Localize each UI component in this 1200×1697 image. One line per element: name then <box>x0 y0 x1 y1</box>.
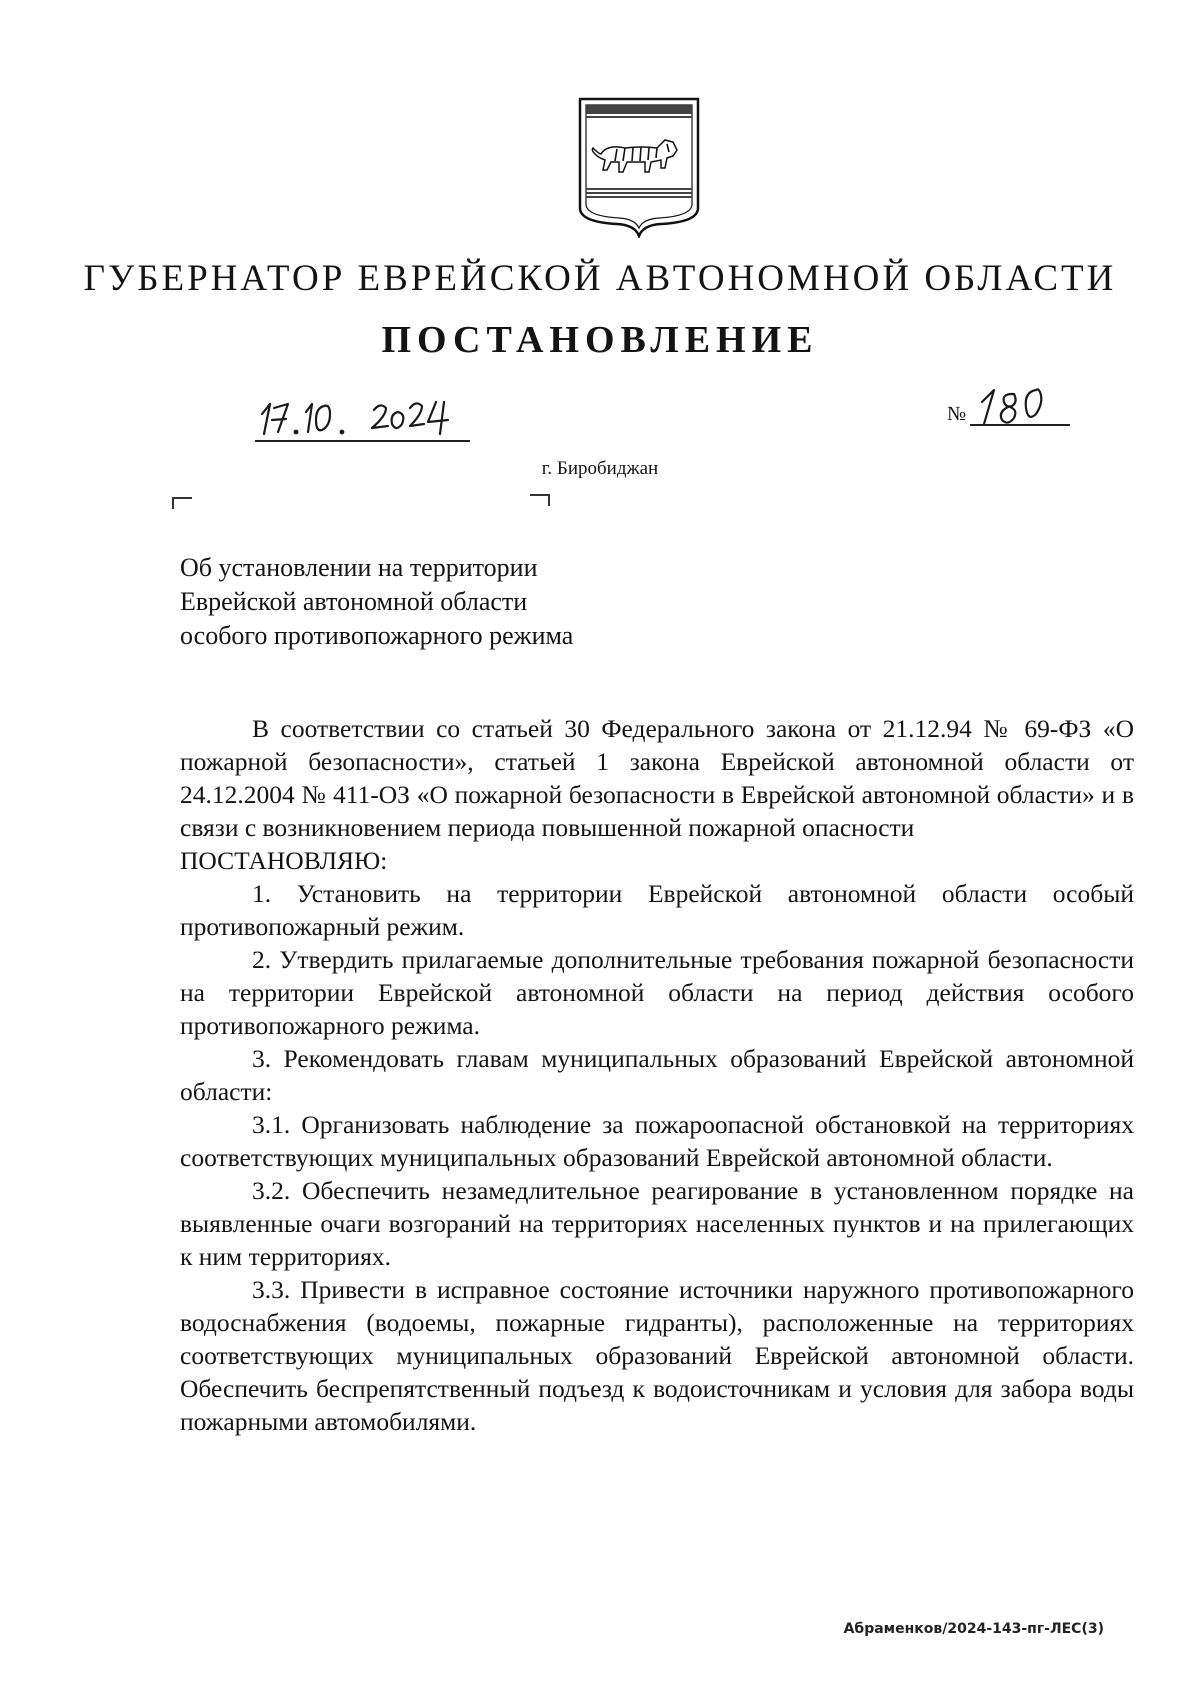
subject-heading <box>180 551 573 653</box>
subject-line: Об установлении на территории <box>180 553 538 582</box>
subject-bracket-left <box>172 497 192 509</box>
subject-bracket-right <box>530 494 550 506</box>
document-type: ПОСТАНОВЛЕНИЕ <box>381 319 819 361</box>
clause-paragraph: 1. Установить на территории Еврейской автономной области особый противопожарный режим. <box>180 879 1134 941</box>
clause-paragraph: 3.1. Организовать наблюдение за пожароопасной обстановкой на территориях соответствующих муниципальных образований Еврейской автономной области. <box>180 1110 1134 1172</box>
number-label: № <box>947 403 967 425</box>
handwritten-number <box>974 384 1054 434</box>
city: г. Биробиджан <box>541 458 659 479</box>
handwritten-date <box>258 392 470 438</box>
clause-paragraph: 3.3. Привести в исправное состояние источники наружного противопожарного водоснабжения (водоемы, пожарные гидранты), расположенные на территориях соответствующих муниципальных образований Еврейской автономной области. Обеспечить беспрепятственный подъезд к водоисточникам и условия для забора воды пожарными автомобилями. <box>180 1275 1134 1436</box>
clause-paragraph: 3.2. Обеспечить незамедлительное реагирование в установленном порядке на выявленные очаги возгораний на территориях населенных пунктов и на прилегающих к ним территориях. <box>180 1176 1134 1271</box>
clause-paragraph: 2. Утвердить прилагаемые дополнительные требования пожарной безопасности на территории Еврейской автономной области на период действия особого противопожарного режима. <box>180 945 1134 1040</box>
clause-paragraph: 3. Рекомендовать главам муниципальных образований Еврейской автономной области: <box>180 1044 1134 1106</box>
subject-line: особого противопожарного режима <box>180 621 574 650</box>
number-underline <box>970 424 1070 426</box>
date-underline <box>255 440 470 442</box>
resolve-heading: ПОСТАНОВЛЯЮ: <box>180 846 388 875</box>
registration-code: Абраменков/2024-143-пг-ЛЕС(3) <box>843 1621 1104 1637</box>
document-body <box>180 712 1134 1438</box>
subject-line: Еврейской автономной области <box>180 587 528 616</box>
issuing-authority: ГУБЕРНАТОР ЕВРЕЙСКОЙ АВТОНОМНОЙ ОБЛАСТИ <box>83 258 1117 299</box>
coat-of-arms-icon <box>577 96 701 238</box>
preamble-paragraph: В соответствии со статьей 30 Федерального закона от 21.12.94 № 69-ФЗ «О пожарной безопасности», статьей 1 закона Еврейской автономной области от 24.12.2004 № 411-ОЗ «О пожарной безопасности в Еврейской автономной области» и в связи с возникновением периода повышенной пожарной опасности <box>180 714 1134 842</box>
